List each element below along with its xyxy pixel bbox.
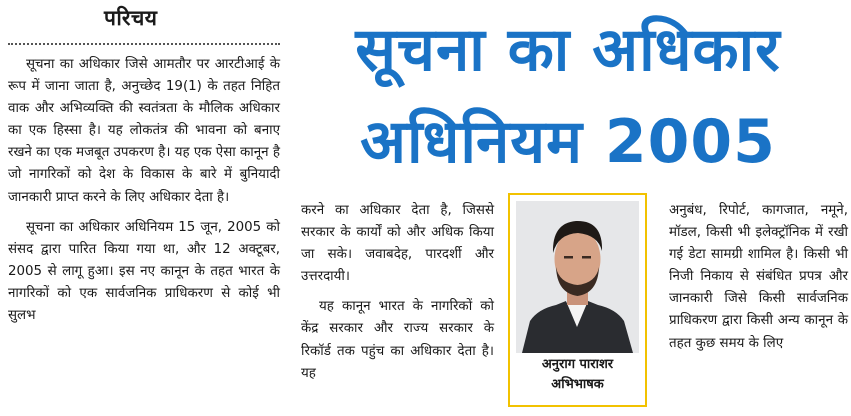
author-role: अभिभाषक bbox=[551, 377, 604, 392]
paragraph: सूचना का अधिकार अधिनियम 15 जून, 2005 को संसद द्वारा पारित किया गया था, और 12 अक्टूबर, 2005 से लागू हुआ। इस नए कानून के तहत भारत के नागरिकों को एक सार्वजनिक प्राधिकरण से कोई भी सुलभ bbox=[8, 219, 280, 324]
person-portrait-icon bbox=[516, 201, 639, 353]
paragraph: यह कानून भारत के नागरिकों को केंद्र सरकार और राज्य सरकार के रिकॉर्ड तक पहुंच का अधिकार देता है। यह bbox=[301, 299, 494, 381]
author-box bbox=[508, 193, 647, 407]
headline-line-2: अधिनियम 2005 bbox=[360, 107, 776, 177]
article-column-left bbox=[8, 54, 280, 327]
author-photo bbox=[516, 201, 639, 353]
paragraph: अनुबंध, रिपोर्ट, कागजात, नमूने, मॉडल, किसी भी इलेक्ट्रॉनिक में रखी गई डेटा सामग्री शामिल है। किसी भी निजी निकाय से संबंधित प्रपत्र और जानकारी जिसे किसी सार्वजनिक प्राधिकरण द्वारा किसी अन्य कानून के तहत कुछ समय के लिए bbox=[669, 203, 848, 351]
author-name: अनुराग पाराशर bbox=[541, 357, 614, 372]
paragraph: करने का अधिकार देता है, जिससे सरकार के कार्यों को और अधिक किया जा सके। जवाबदेह, पारदर्शी और उत्तरदायी। bbox=[301, 203, 494, 285]
headline-line-1: सूचना का अधिकार bbox=[355, 15, 781, 85]
article-column-middle bbox=[301, 200, 494, 385]
article-column-right bbox=[669, 200, 848, 355]
paragraph: सूचना का अधिकार जिसे आमतौर पर आरटीआई के रूप में जाना जाता है, अनुच्छेद 19(1) के तहत निहित वाक और अभिव्यक्ति की स्वतंत्रता के मौलिक अधिकार का एक हिस्सा है। यह लोकतंत्र की भावना को बनाए रखने का एक मजबूत उपकरण है। यह एक ऐसा कानून है जो नागरिकों को देश के विकास के बारे में बुनियादी जानकारी प्राप्त करने के लिए अधिकार देता है। bbox=[8, 57, 280, 205]
section-divider bbox=[8, 43, 280, 45]
author-caption bbox=[516, 355, 639, 395]
section-title: परिचय bbox=[104, 6, 158, 30]
